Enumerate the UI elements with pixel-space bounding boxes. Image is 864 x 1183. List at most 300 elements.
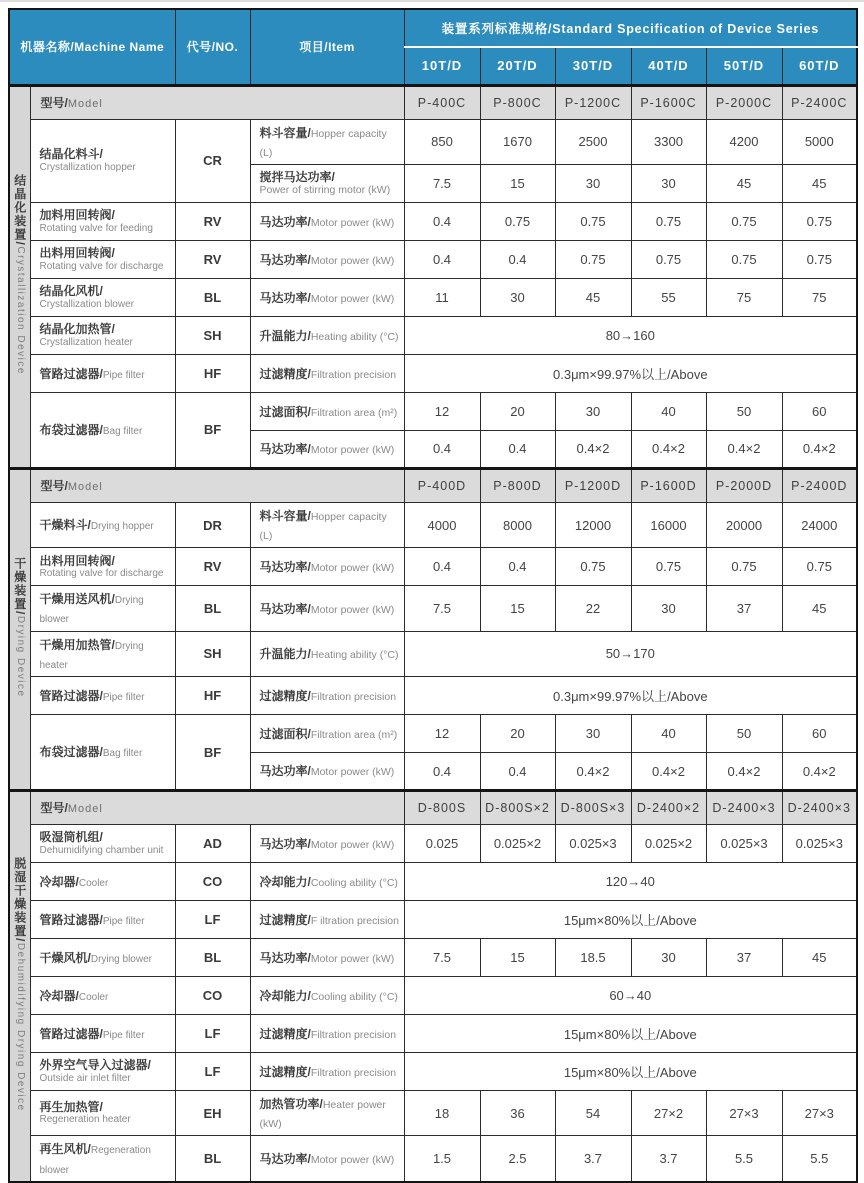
machine-name-cell — [30, 1136, 175, 1182]
value-cell: 0.025×2 — [480, 825, 555, 863]
table-row — [9, 586, 857, 631]
model-value-cell: P-2000C — [706, 85, 782, 119]
span-value-cell: 15μm×80%以上/Above — [404, 1015, 857, 1053]
item-zh: 冷却能力/ — [259, 988, 311, 1003]
code-cell: LF — [175, 1053, 250, 1091]
item-en: Filtration precision — [310, 1066, 397, 1079]
value-cell: 15 — [480, 586, 555, 631]
model-value-cell: P-2000D — [706, 468, 782, 502]
model-row — [9, 791, 857, 825]
machine-name-zh: 干燥用送风机/ — [39, 592, 115, 607]
value-cell: 16000 — [631, 502, 706, 547]
machine-name-zh: 结晶化加热管/ — [39, 322, 115, 337]
value-cell: 0.75 — [706, 548, 782, 586]
value-cell: 22 — [555, 586, 631, 631]
machine-name-en: Crystallization heater — [39, 336, 133, 348]
value-cell: 0.4 — [404, 240, 480, 278]
header-no: 代号/NO. — [175, 9, 250, 85]
value-cell: 30 — [555, 715, 631, 753]
code-cell: EH — [175, 1091, 250, 1136]
machine-name-zh: 再生加热管/ — [39, 1099, 103, 1114]
model-label-zh: 型号/ — [40, 478, 68, 493]
value-cell: 20 — [480, 715, 555, 753]
value-cell: 0.4×2 — [631, 430, 706, 468]
header-capacity-60td: 60T/D — [782, 47, 857, 85]
model-row — [9, 468, 857, 502]
item-en: Motor power (kW) — [310, 444, 395, 457]
value-cell: 18 — [404, 1091, 480, 1136]
model-label-cell — [30, 791, 404, 825]
table-row — [9, 901, 857, 939]
machine-name-cell — [30, 278, 175, 316]
item-en: F iltration precision — [310, 914, 399, 927]
item-en: Hopper capacity (L) — [259, 127, 387, 159]
code-cell: BL — [175, 939, 250, 977]
item-en: Cooling ability (°C) — [310, 876, 398, 889]
section-strip-text — [12, 857, 28, 1112]
item-cell — [250, 863, 404, 901]
model-value-cell: D-2400×3 — [706, 791, 782, 825]
table-row — [9, 278, 857, 316]
item-cell — [250, 901, 404, 939]
code-cell: RV — [175, 240, 250, 278]
machine-name-en: Pipe filter — [102, 691, 145, 703]
machine-name-zh: 干燥料斗/ — [39, 518, 91, 533]
value-cell: 0.4×2 — [782, 430, 857, 468]
item-cell — [250, 1136, 404, 1182]
table-row — [9, 863, 857, 901]
value-cell: 0.4×2 — [706, 430, 782, 468]
machine-name-zh: 加料用回转阀/ — [39, 208, 115, 223]
code-cell: LF — [175, 1015, 250, 1053]
span-value-cell: 0.3μm×99.97%以上/Above — [404, 677, 857, 715]
value-cell: 0.75 — [555, 240, 631, 278]
table-row — [9, 316, 857, 354]
value-cell: 15 — [480, 939, 555, 977]
machine-name-cell — [30, 977, 175, 1015]
machine-name-cell — [30, 631, 175, 676]
item-cell — [250, 548, 404, 586]
value-cell: 12000 — [555, 502, 631, 547]
machine-name-en: Outside air inlet filter — [39, 1072, 131, 1084]
machine-name-zh: 冷却器/ — [39, 874, 79, 889]
model-value-cell: P-800D — [480, 468, 555, 502]
table-row — [9, 392, 857, 430]
item-cell — [250, 240, 404, 278]
strip-label-zh: 干燥装置/ — [12, 556, 27, 616]
code-cell: CO — [175, 977, 250, 1015]
item-en: Heating ability (°C) — [310, 330, 399, 343]
model-label-en: Model — [67, 803, 103, 815]
item-cell — [250, 825, 404, 863]
value-cell: 40 — [631, 715, 706, 753]
machine-name-zh: 外界空气导入过滤器/ — [39, 1058, 151, 1073]
machine-name-en: Pipe filter — [102, 1029, 145, 1041]
value-cell: 0.4 — [404, 202, 480, 240]
machine-name-zh: 布袋过滤器/ — [39, 423, 103, 438]
machine-name-zh: 吸湿筒机组/ — [39, 830, 103, 845]
value-cell: 0.4×2 — [631, 753, 706, 791]
item-en: Motor power (kW) — [310, 292, 395, 305]
table-row — [9, 1053, 857, 1091]
value-cell: 30 — [631, 939, 706, 977]
code-cell: BL — [175, 586, 250, 631]
item-en: Motor power (kW) — [310, 952, 395, 965]
model-value-cell: P-1200C — [555, 85, 631, 119]
model-label-cell — [30, 85, 404, 119]
machine-name-cell — [30, 863, 175, 901]
value-cell: 30 — [555, 164, 631, 202]
table-row — [9, 1015, 857, 1053]
code-cell: SH — [175, 316, 250, 354]
table-row — [9, 1091, 857, 1136]
header-item: 项目/Item — [250, 9, 404, 85]
value-cell: 0.75 — [555, 202, 631, 240]
code-cell: BF — [175, 392, 250, 468]
table-row — [9, 119, 857, 164]
value-cell: 0.025 — [404, 825, 480, 863]
item-cell — [250, 316, 404, 354]
value-cell: 75 — [782, 278, 857, 316]
item-zh: 升温能力/ — [259, 328, 311, 343]
code-cell: HF — [175, 677, 250, 715]
value-cell: 45 — [782, 164, 857, 202]
item-cell — [250, 119, 404, 164]
item-zh: 马达功率/ — [259, 214, 311, 229]
item-zh: 过滤精度/ — [259, 1026, 311, 1041]
value-cell: 54 — [555, 1091, 631, 1136]
model-value-cell: P-1600D — [631, 468, 706, 502]
item-zh: 马达功率/ — [259, 442, 311, 457]
code-cell: CR — [175, 119, 250, 202]
machine-name-en: Cooler — [78, 877, 109, 889]
machine-name-en: Drying blower — [90, 953, 152, 965]
header-capacity-50td: 50T/D — [706, 47, 782, 85]
machine-name-cell — [30, 677, 175, 715]
item-cell — [250, 677, 404, 715]
value-cell: 0.75 — [631, 202, 706, 240]
machine-name-zh: 管路过滤器/ — [39, 688, 103, 703]
machine-name-en: Pipe filter — [102, 369, 145, 381]
value-cell: 0.4×2 — [555, 753, 631, 791]
code-cell: RV — [175, 548, 250, 586]
page-top-divider — [0, 0, 864, 2]
item-en: Hopper capacity (L) — [259, 510, 387, 543]
value-cell: 3.7 — [555, 1136, 631, 1182]
item-cell — [250, 278, 404, 316]
machine-name-zh: 干燥风机/ — [39, 950, 91, 965]
code-cell: BF — [175, 715, 250, 791]
table-row — [9, 202, 857, 240]
value-cell: 1670 — [480, 119, 555, 164]
model-value-cell: P-400D — [404, 468, 480, 502]
machine-name-cell — [30, 901, 175, 939]
item-cell — [250, 939, 404, 977]
model-value-cell: D-800S×3 — [555, 791, 631, 825]
header-machine-name: 机器名称/Machine Name — [9, 9, 175, 85]
value-cell: 75 — [706, 278, 782, 316]
item-zh: 搅拌马达功率/ — [259, 169, 335, 184]
machine-name-cell — [30, 119, 175, 202]
item-cell — [250, 1091, 404, 1136]
value-cell: 37 — [706, 586, 782, 631]
value-cell: 0.4×2 — [782, 753, 857, 791]
code-cell: DR — [175, 502, 250, 547]
item-zh: 马达功率/ — [259, 290, 311, 305]
item-en: Motor power (kW) — [310, 216, 395, 229]
model-label-en: Model — [67, 480, 103, 493]
item-en: Filtration area (m²) — [310, 728, 398, 741]
item-zh: 马达功率/ — [259, 764, 311, 779]
value-cell: 0.75 — [706, 202, 782, 240]
strip-label-zh: 脱湿干燥装置/ — [12, 856, 27, 943]
item-cell — [250, 586, 404, 631]
value-cell: 0.4×2 — [555, 430, 631, 468]
code-cell: BL — [175, 278, 250, 316]
machine-name-zh: 再生风机/ — [39, 1142, 91, 1157]
value-cell: 0.025×3 — [555, 825, 631, 863]
strip-label-en: Drying Device — [14, 615, 26, 698]
value-cell: 5000 — [782, 119, 857, 164]
item-zh: 料斗容量/ — [259, 125, 311, 140]
model-label-zh: 型号/ — [40, 95, 68, 110]
machine-name-zh: 出料用回转阀/ — [39, 246, 115, 261]
section-strip-label — [9, 468, 30, 790]
value-cell: 50 — [706, 715, 782, 753]
value-cell: 2.5 — [480, 1136, 555, 1182]
value-cell: 3300 — [631, 119, 706, 164]
value-cell: 30 — [480, 278, 555, 316]
machine-name-en: Rotating valve for feeding — [39, 222, 153, 234]
item-cell — [250, 715, 404, 753]
machine-name-en: Rotating valve for discharge — [39, 567, 164, 579]
machine-name-cell — [30, 939, 175, 977]
span-value-cell: 60→40 — [404, 977, 857, 1015]
code-cell: HF — [175, 354, 250, 392]
value-cell: 7.5 — [404, 939, 480, 977]
table-row — [9, 825, 857, 863]
model-label-en: Model — [67, 97, 103, 110]
table-row — [9, 1136, 857, 1182]
item-zh: 马达功率/ — [259, 1151, 311, 1166]
machine-name-en: Rotating valve for discharge — [39, 260, 164, 272]
model-value-cell: P-800C — [480, 85, 555, 119]
machine-name-zh: 布袋过滤器/ — [39, 745, 103, 760]
machine-name-zh: 管路过滤器/ — [39, 366, 103, 381]
item-en: Motor power (kW) — [310, 1153, 395, 1166]
machine-name-zh: 出料用回转阀/ — [39, 553, 115, 568]
item-cell — [250, 502, 404, 547]
value-cell: 50 — [706, 392, 782, 430]
item-en: Motor power (kW) — [310, 766, 395, 779]
span-value-cell: 120→40 — [404, 863, 857, 901]
value-cell: 11 — [404, 278, 480, 316]
model-value-cell: P-2400C — [782, 85, 857, 119]
machine-name-en: Drying heater — [39, 640, 144, 671]
machine-name-cell — [30, 240, 175, 278]
item-cell — [250, 430, 404, 468]
item-cell — [250, 1015, 404, 1053]
model-value-cell: D-800S×2 — [480, 791, 555, 825]
value-cell: 0.025×2 — [631, 825, 706, 863]
item-zh: 过滤精度/ — [259, 1064, 311, 1079]
span-value-cell: 15μm×80%以上/Above — [404, 1053, 857, 1091]
code-cell: CO — [175, 863, 250, 901]
value-cell: 4000 — [404, 502, 480, 547]
value-cell: 0.4 — [404, 430, 480, 468]
code-cell: LF — [175, 901, 250, 939]
value-cell: 0.75 — [631, 548, 706, 586]
item-zh: 过滤面积/ — [259, 404, 311, 419]
item-en: Motor power (kW) — [310, 254, 395, 267]
machine-name-zh: 结晶化料斗/ — [39, 147, 103, 162]
value-cell: 0.75 — [782, 202, 857, 240]
value-cell: 0.75 — [480, 202, 555, 240]
strip-label-zh: 结晶化装置/ — [12, 173, 27, 247]
value-cell: 30 — [555, 392, 631, 430]
item-cell — [250, 631, 404, 676]
value-cell: 0.75 — [555, 548, 631, 586]
machine-name-zh: 结晶化风机/ — [39, 284, 103, 299]
value-cell: 0.4 — [404, 753, 480, 791]
code-cell: BL — [175, 1136, 250, 1182]
value-cell: 30 — [631, 164, 706, 202]
table-row — [9, 548, 857, 586]
value-cell: 12 — [404, 392, 480, 430]
header-capacity-30td: 30T/D — [555, 47, 631, 85]
item-cell — [250, 753, 404, 791]
table-header — [9, 9, 857, 85]
item-zh: 过滤精度/ — [259, 366, 311, 381]
model-value-cell: P-1600C — [631, 85, 706, 119]
value-cell: 40 — [631, 392, 706, 430]
value-cell: 45 — [706, 164, 782, 202]
value-cell: 0.75 — [631, 240, 706, 278]
machine-name-cell — [30, 202, 175, 240]
value-cell: 0.75 — [782, 240, 857, 278]
table-row — [9, 939, 857, 977]
span-value-cell: 0.3μm×99.97%以上/Above — [404, 354, 857, 392]
value-cell: 45 — [782, 939, 857, 977]
model-row — [9, 85, 857, 119]
value-cell: 0.025×3 — [782, 825, 857, 863]
machine-name-en: Crystallization hopper — [39, 161, 136, 173]
item-zh: 马达功率/ — [259, 252, 311, 267]
model-label-zh: 型号/ — [40, 801, 68, 815]
span-value-cell: 50→170 — [404, 631, 857, 676]
value-cell: 20000 — [706, 502, 782, 547]
machine-name-zh: 管路过滤器/ — [39, 1026, 103, 1041]
model-value-cell: D-800S — [404, 791, 480, 825]
item-en: Power of stirring motor (kW) — [259, 184, 391, 197]
value-cell: 30 — [631, 586, 706, 631]
item-cell — [250, 202, 404, 240]
value-cell: 36 — [480, 1091, 555, 1136]
code-cell: SH — [175, 631, 250, 676]
table-row — [9, 715, 857, 753]
span-value-cell: 80→160 — [404, 316, 857, 354]
table-row — [9, 977, 857, 1015]
value-cell: 60 — [782, 715, 857, 753]
model-value-cell: P-1200D — [555, 468, 631, 502]
model-value-cell: P-2400D — [782, 468, 857, 502]
span-value-cell: 15μm×80%以上/Above — [404, 901, 857, 939]
machine-name-cell — [30, 715, 175, 791]
value-cell: 5.5 — [782, 1136, 857, 1182]
value-cell: 12 — [404, 715, 480, 753]
machine-name-en: Drying blower — [39, 595, 144, 626]
value-cell: 15 — [480, 164, 555, 202]
model-label-cell — [30, 468, 404, 502]
value-cell: 0.4 — [404, 548, 480, 586]
machine-name-en: Bag filter — [102, 748, 143, 760]
value-cell: 27×3 — [782, 1091, 857, 1136]
strip-label-en: Dehumidifying Drying Device — [14, 942, 26, 1112]
section-strip-text — [12, 174, 28, 375]
value-cell: 1.5 — [404, 1136, 480, 1182]
value-cell: 0.4 — [480, 753, 555, 791]
value-cell: 8000 — [480, 502, 555, 547]
item-en: Filtration precision — [310, 368, 397, 381]
table-body — [9, 85, 857, 1182]
value-cell: 7.5 — [404, 164, 480, 202]
machine-name-cell — [30, 316, 175, 354]
value-cell: 37 — [706, 939, 782, 977]
value-cell: 0.025×3 — [706, 825, 782, 863]
item-zh: 马达功率/ — [259, 836, 311, 851]
item-cell — [250, 392, 404, 430]
section-strip-label — [9, 85, 30, 468]
item-en: Heating ability (°C) — [310, 649, 399, 662]
item-zh: 加热管功率/ — [259, 1097, 323, 1111]
value-cell: 27×3 — [706, 1091, 782, 1136]
machine-name-en: Drying hopper — [90, 521, 154, 533]
value-cell: 45 — [782, 586, 857, 631]
item-zh: 马达功率/ — [259, 560, 311, 575]
model-value-cell: D-2400×3 — [782, 791, 857, 825]
machine-name-en: Pipe filter — [102, 915, 145, 927]
machine-name-en: Regeneration heater — [39, 1114, 131, 1126]
item-zh: 过滤精度/ — [259, 688, 311, 703]
header-spec-series: 装置系列标准规格/Standard Specification of Device Series — [404, 9, 857, 47]
item-en: Cooling ability (°C) — [310, 990, 398, 1003]
machine-name-cell — [30, 354, 175, 392]
table-row — [9, 677, 857, 715]
item-cell — [250, 354, 404, 392]
value-cell: 0.75 — [782, 548, 857, 586]
header-capacity-20td: 20T/D — [480, 47, 555, 85]
value-cell: 850 — [404, 119, 480, 164]
machine-name-zh: 干燥用加热管/ — [39, 637, 115, 652]
machine-name-cell — [30, 586, 175, 631]
item-en: Filtration precision — [310, 1028, 397, 1041]
item-cell — [250, 977, 404, 1015]
machine-name-cell — [30, 548, 175, 586]
value-cell: 24000 — [782, 502, 857, 547]
header-capacity-10td: 10T/D — [404, 47, 480, 85]
item-cell — [250, 164, 404, 202]
model-value-cell: D-2400×2 — [631, 791, 706, 825]
item-en: Filtration area (m²) — [310, 406, 398, 419]
item-en: Motor power (kW) — [310, 562, 395, 575]
value-cell: 0.4 — [480, 548, 555, 586]
machine-name-cell — [30, 825, 175, 863]
value-cell: 4200 — [706, 119, 782, 164]
machine-name-en: Cooler — [78, 991, 109, 1003]
machine-name-zh: 管路过滤器/ — [39, 912, 103, 927]
value-cell: 0.4 — [480, 430, 555, 468]
code-cell: RV — [175, 202, 250, 240]
